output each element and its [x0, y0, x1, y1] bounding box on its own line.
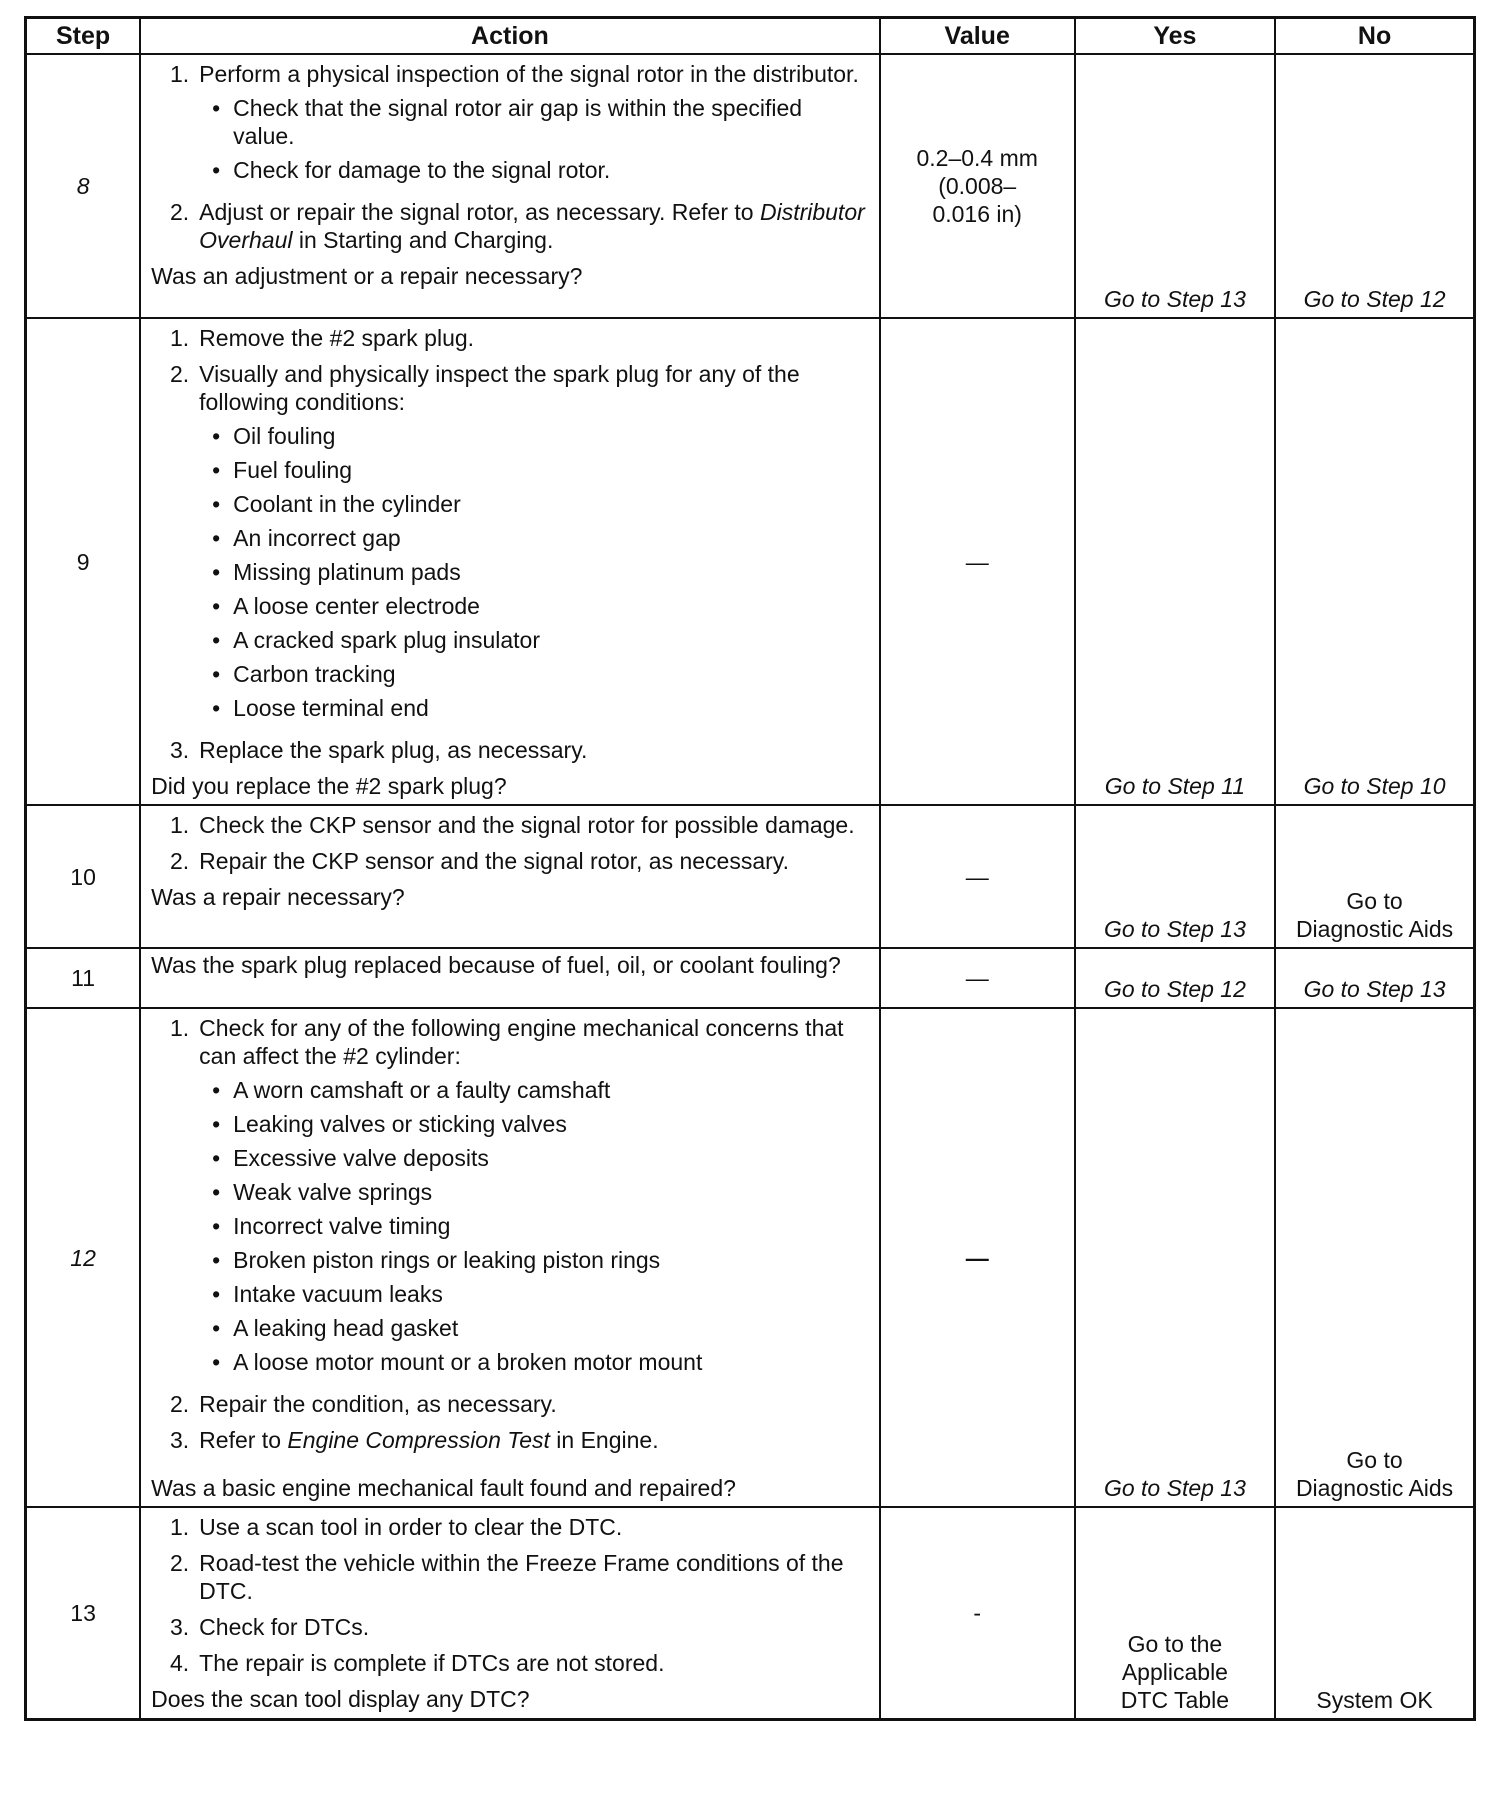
- bullet-item: • A cracked spark plug insulator: [199, 626, 869, 654]
- question-text: Was a repair necessary?: [151, 884, 405, 910]
- action-cell: [140, 54, 880, 318]
- action-cell: [140, 1008, 880, 1507]
- bullet-text: Broken piston rings or leaking piston rings: [233, 1247, 661, 1273]
- step-row-10: [26, 805, 1475, 948]
- instruction-list: [151, 324, 869, 764]
- no-cell: [1275, 1008, 1474, 1507]
- instruction-text: Repair the CKP sensor and the signal rotor, as necessary.: [199, 848, 789, 874]
- bullet-item: • A worn camshaft or a faulty camshaft: [199, 1076, 869, 1104]
- bullet-item: • Carbon tracking: [199, 660, 869, 688]
- value-cell: —: [880, 1008, 1075, 1507]
- value-line: 0.2–0.4 mm: [916, 145, 1038, 171]
- bullet-list: [199, 94, 869, 184]
- step-row-11: [26, 948, 1475, 1008]
- no-cell: [1275, 805, 1474, 948]
- no-line: Go to: [1346, 1447, 1403, 1473]
- step-number: 10: [26, 805, 141, 948]
- bullet-item: • Oil fouling: [199, 422, 869, 450]
- instruction-item: 1. Check for any of the following engine mechanical concerns that can affect the #2 cylinder: • A worn camshaft or a faulty camshaft • Leaking valves or sticking valves • Excessive valve deposits • Weak valve springs • Incorrect valve timing • Broken piston rings or leaking piston rings • Intake vacuum leaks • A leaking head gasket • A loose motor mount or a broken motor mount: [151, 1014, 869, 1382]
- value-cell: —: [880, 948, 1075, 1008]
- instruction-text: The repair is complete if DTCs are not stored.: [199, 1650, 665, 1676]
- bullet-text: Missing platinum pads: [233, 559, 461, 585]
- yes-line: Applicable: [1121, 1658, 1228, 1685]
- instruction-item: 3. Replace the spark plug, as necessary.: [151, 736, 869, 764]
- header-row: [26, 18, 1475, 55]
- bullet-text: A loose center electrode: [233, 593, 480, 619]
- instruction-text: Check for DTCs.: [199, 1614, 370, 1640]
- bullet-item: • An incorrect gap: [199, 524, 869, 552]
- step-number: 12: [26, 1008, 141, 1507]
- yes-cell: Go to Step 13: [1075, 54, 1275, 318]
- bullet-text: A worn camshaft or a faulty camshaft: [233, 1077, 611, 1103]
- action-cell: [140, 948, 880, 1008]
- instruction-item: 2. Visually and physically inspect the spark plug for any of the following conditions: • Oil fouling • Fuel fouling • Coolant in the cylinder • An incorrect gap • Missing platinum pads • A loose center electrode • A cracked spark plug insulator • Carbon tracking • Loose terminal end: [151, 360, 869, 728]
- header-value: Value: [880, 18, 1075, 55]
- bullet-text: A leaking head gasket: [233, 1315, 459, 1341]
- step-row-12: [26, 1008, 1475, 1507]
- yes-line: Go to the: [1127, 1630, 1223, 1657]
- question-text: Was a basic engine mechanical fault found and repaired?: [151, 1475, 736, 1501]
- header-no: No: [1275, 18, 1474, 55]
- instruction-text: Visually and physically inspect the spark plug for any of the following conditions:: [199, 361, 800, 415]
- step-row-8: [26, 54, 1475, 318]
- instruction-item: 1. Perform a physical inspection of the signal rotor in the distributor. • Check that the signal rotor air gap is within the specified value. • Check for damage to the signal rotor.: [151, 60, 869, 190]
- yes-cell: [1075, 1507, 1275, 1719]
- instruction-text: Perform a physical inspection of the signal rotor in the distributor.: [199, 61, 859, 87]
- bullet-item: • A leaking head gasket: [199, 1314, 869, 1342]
- no-line: Diagnostic Aids: [1295, 1475, 1454, 1501]
- instruction-text: Adjust or repair the signal rotor, as necessary. Refer to: [199, 199, 754, 225]
- instruction-item: 1. Check the CKP sensor and the signal rotor for possible damage.: [151, 811, 869, 839]
- question-text: Does the scan tool display any DTC?: [151, 1686, 530, 1712]
- instruction-text: in Engine.: [556, 1427, 659, 1453]
- no-line: Diagnostic Aids: [1295, 916, 1454, 942]
- instruction-text: Road-test the vehicle within the Freeze Frame conditions of the DTC.: [199, 1550, 844, 1604]
- value-cell: -: [880, 1507, 1075, 1719]
- bullet-text: An incorrect gap: [233, 525, 401, 551]
- no-cell: System OK: [1275, 1507, 1474, 1719]
- action-cell: [140, 318, 880, 805]
- bullet-item: • A loose center electrode: [199, 592, 869, 620]
- action-cell: [140, 805, 880, 948]
- reference-link-text: Distributor Overhaul: [199, 199, 865, 253]
- bullet-item: • Coolant in the cylinder: [199, 490, 869, 518]
- step-number: 8: [26, 54, 141, 318]
- bullet-item: • Check that the signal rotor air gap is within the specified value.: [199, 94, 869, 150]
- bullet-text: Excessive valve deposits: [233, 1145, 489, 1171]
- diagnostic-table: [24, 16, 1476, 1721]
- bullet-text: Fuel fouling: [233, 457, 353, 483]
- bullet-item: • Leaking valves or sticking valves: [199, 1110, 869, 1138]
- bullet-list: [199, 1076, 869, 1376]
- no-cell: Go to Step 10: [1275, 318, 1474, 805]
- instruction-item: 3. Refer to Engine Compression Test in Engine.: [169, 1427, 659, 1453]
- value-cell: —: [880, 805, 1075, 948]
- instruction-list: [151, 1513, 869, 1677]
- instruction-item: 1. Remove the #2 spark plug.: [151, 324, 869, 352]
- bullet-text: Carbon tracking: [233, 661, 396, 687]
- bullet-text: Loose terminal end: [233, 695, 429, 721]
- bullet-item: • Broken piston rings or leaking piston rings: [199, 1246, 869, 1274]
- yes-cell: Go to Step 13: [1075, 1008, 1275, 1507]
- yes-line: DTC Table: [1120, 1686, 1230, 1713]
- header-step: Step: [26, 18, 141, 55]
- instruction-list: [151, 1014, 869, 1454]
- bullet-text: A cracked spark plug insulator: [233, 627, 540, 653]
- reference-link-text: Engine Compression Test: [287, 1427, 550, 1453]
- bullet-text: A loose motor mount or a broken motor mount: [233, 1349, 703, 1375]
- bullet-text: Weak valve springs: [233, 1179, 433, 1205]
- header-yes: Yes: [1075, 18, 1275, 55]
- bullet-text: Check for damage to the signal rotor.: [233, 157, 611, 183]
- bullet-item: • Missing platinum pads: [199, 558, 869, 586]
- instruction-list: [151, 60, 869, 254]
- instruction-text: Refer to: [199, 1427, 281, 1453]
- instruction-item: 4. The repair is complete if DTCs are not stored.: [151, 1649, 869, 1677]
- question-text: Did you replace the #2 spark plug?: [151, 773, 507, 799]
- bullet-text: Oil fouling: [233, 423, 336, 449]
- bullet-list: [199, 422, 869, 722]
- instruction-text: Remove the #2 spark plug.: [199, 325, 475, 351]
- step-row-9: [26, 318, 1475, 805]
- action-cell: [140, 1507, 880, 1719]
- instruction-text: Check the CKP sensor and the signal rotor for possible damage.: [199, 812, 855, 838]
- yes-cell: Go to Step 12: [1075, 948, 1275, 1008]
- no-cell: Go to Step 13: [1275, 948, 1474, 1008]
- instruction-text: in Starting and Charging.: [298, 227, 554, 253]
- step-number: 9: [26, 318, 141, 805]
- value-line: (0.008–: [938, 173, 1017, 199]
- instruction-item: 3. Check for DTCs.: [151, 1613, 869, 1641]
- step-row-13: [26, 1507, 1475, 1719]
- value-cell: —: [880, 318, 1075, 805]
- no-line: Go to: [1346, 888, 1403, 914]
- bullet-text: Incorrect valve timing: [233, 1213, 451, 1239]
- instruction-item: 2. Repair the CKP sensor and the signal rotor, as necessary.: [151, 847, 869, 875]
- instruction-text: Use a scan tool in order to clear the DTC.: [199, 1514, 623, 1540]
- bullet-item: • Check for damage to the signal rotor.: [199, 156, 869, 184]
- instruction-text: Repair the condition, as necessary.: [199, 1391, 557, 1417]
- instruction-item: 2. Repair the condition, as necessary.: [151, 1390, 869, 1418]
- bullet-item: • Fuel fouling: [199, 456, 869, 484]
- no-cell: Go to Step 12: [1275, 54, 1474, 318]
- bullet-item: • Intake vacuum leaks: [199, 1280, 869, 1308]
- bullet-item: • Excessive valve deposits: [199, 1144, 869, 1172]
- bullet-item: • Incorrect valve timing: [199, 1212, 869, 1240]
- value-line: 0.016 in): [932, 201, 1022, 227]
- question-text: Was the spark plug replaced because of fuel, oil, or coolant fouling?: [151, 952, 841, 978]
- question-text: Was an adjustment or a repair necessary?: [151, 263, 583, 289]
- instruction-text: Check for any of the following engine mechanical concerns that can affect the #2 cylinder:: [199, 1015, 844, 1069]
- bullet-item: • Weak valve springs: [199, 1178, 869, 1206]
- value-cell: [880, 54, 1075, 318]
- instruction-item: 2. Adjust or repair the signal rotor, as necessary. Refer to Distributor Overhaul in Starting and Charging.: [169, 199, 865, 253]
- yes-cell: Go to Step 11: [1075, 318, 1275, 805]
- bullet-text: Coolant in the cylinder: [233, 491, 461, 517]
- instruction-list: [151, 811, 869, 875]
- step-number: 13: [26, 1507, 141, 1719]
- instruction-text: Replace the spark plug, as necessary.: [199, 737, 588, 763]
- bullet-item: • Loose terminal end: [199, 694, 869, 722]
- instruction-item: 1. Use a scan tool in order to clear the DTC.: [151, 1513, 869, 1541]
- bullet-text: Check that the signal rotor air gap is within the specified value.: [233, 95, 803, 149]
- bullet-item: • A loose motor mount or a broken motor mount: [199, 1348, 869, 1376]
- yes-cell: Go to Step 13: [1075, 805, 1275, 948]
- bullet-text: Leaking valves or sticking valves: [233, 1111, 567, 1137]
- bullet-text: Intake vacuum leaks: [233, 1281, 443, 1307]
- step-number: 11: [26, 948, 141, 1008]
- instruction-item: 2. Road-test the vehicle within the Freeze Frame conditions of the DTC.: [151, 1549, 869, 1605]
- header-action: Action: [140, 18, 880, 55]
